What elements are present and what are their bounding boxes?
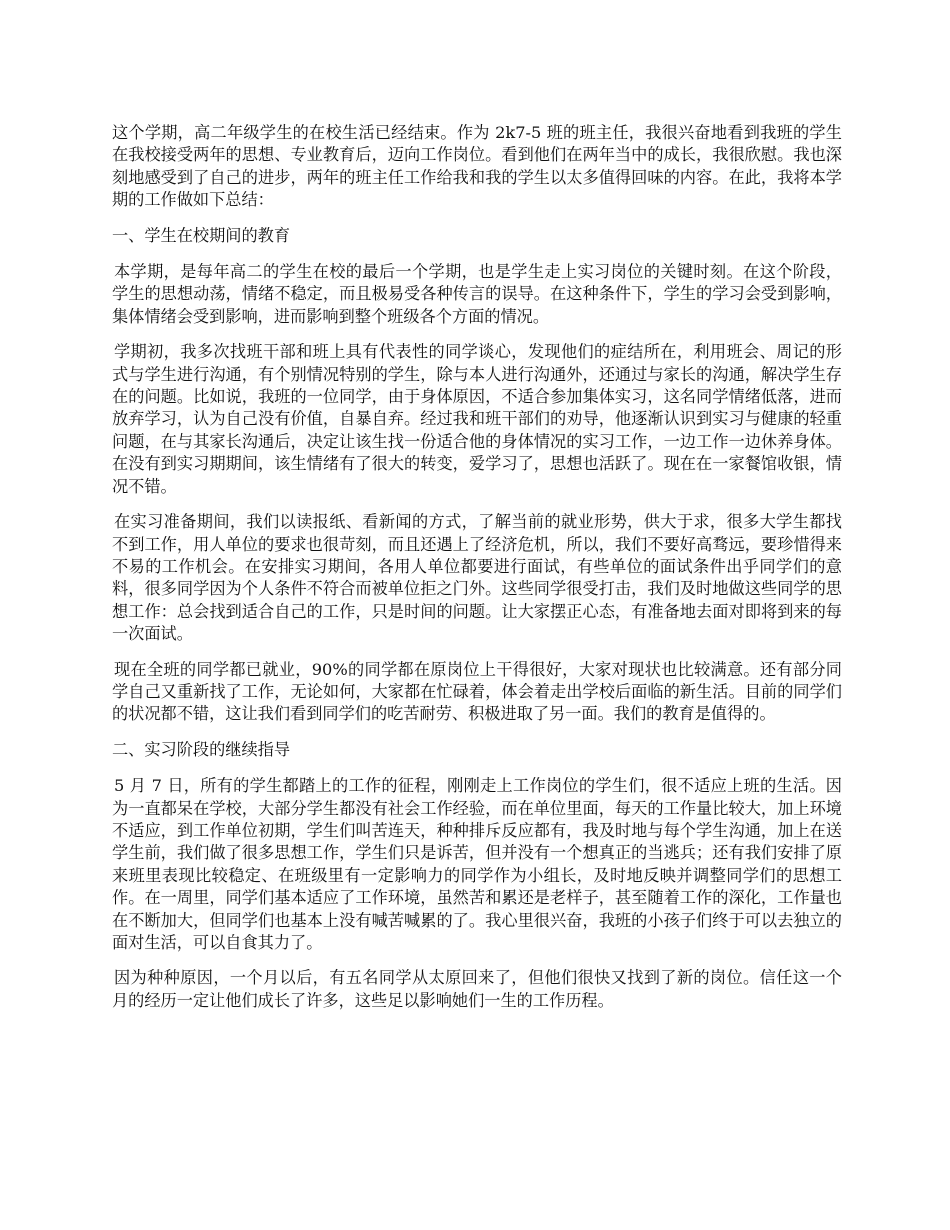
section2-paragraph-2: 因为种种原因，一个月以后，有五名同学从太原回来了，但他们很快又找到了新的岗位。信任这一个月的经历一定让他们成长了许多，这些足以影响她们一生的工作历程。 — [112, 968, 842, 1010]
intro-paragraph: 这个学期，高二年级学生的在校生活已经结束。作为 2k7-5 班的班主任，我很兴奋地看到我班的学生在我校接受两年的思想、专业教育后，迈向工作岗位。看到他们在两年当中的成长，我很欣慰。我也深刻地感受到了自己的进步，两年的班主任工作给我和我的学生以太多值得回味的内容。在此，我将本学期的工作做如下总结： — [112, 123, 842, 210]
section-heading-1: 一、学生在校期间的教育 — [112, 225, 291, 245]
section1-paragraph-4: 现在全班的同学都已就业，90%的同学都在原岗位上干得很好，大家对现状也比较满意。还有部分同学自己又重新找了工作，无论如何，大家都在忙碌着，体会着走出学校后面临的新生活。目前的同学们的状况都不错，这让我们看到同学们的吃苦耐劳、积极进取了另一面。我们的教育是值得的。 — [112, 659, 842, 724]
section1-paragraph-3: 在实习准备期间，我们以读报纸、看新闻的方式，了解当前的就业形势，供大于求，很多大学生都找不到工作，用人单位的要求也很苛刻，而且还遇上了经济危机，所以，我们不要好高骛远，要珍惜得来不易的工作机会。在安排实习期间，各用人单位都要进行面试，有些单位的面试条件出乎同学们的意料，很多同学因为个人条件不符合而被单位拒之门外。这些同学很受打击，我们及时地做这些同学的思想工作：总会找到适合自己的工作，只是时间的问题。让大家摆正心态，有准备地去面对即将到来的每一次面试。 — [112, 512, 842, 644]
section1-paragraph-2: 学期初，我多次找班干部和班上具有代表性的同学谈心，发现他们的症结所在，利用班会、周记的形式与学生进行沟通，有个别情况特别的学生，除与本人进行沟通外，还通过与家长的沟通，解决学生存在的问题。比如说，我班的一位同学，由于身体原因，不适合参加集体实习，这名同学情绪低落，进而放弃学习，认为自己没有价值，自暴自弃。经过我和班干部们的劝导，他逐渐认识到实习与健康的轻重问题，在与其家长沟通后，决定让该生找一份适合他的身体情况的实习工作，一边工作一边休养身体。在没有到实习期期间，该生情绪有了很大的转变，爱学习了，思想也活跃了。现在在一家餐馆收银，情况不错。 — [112, 342, 842, 496]
section1-paragraph-1: 本学期，是每年高二的学生在校的最后一个学期，也是学生走上实习岗位的关键时刻。在这个阶段，学生的思想动荡，情绪不稳定，而且极易受各种传言的误导。在这种条件下，学生的学习会受到影响，集体情绪会受到影响，进而影响到整个班级各个方面的情况。 — [112, 262, 842, 326]
section-heading-2: 二、实习阶段的继续指导 — [112, 739, 291, 759]
section2-paragraph-1: 5 月 7 日，所有的学生都踏上的工作的征程，刚刚走上工作岗位的学生们，很不适应上班的生活。因为一直都呆在学校，大部分学生都没有社会工作经验，而在单位里面，每天的工作量比较大，加上环境不适应，到工作单位初期，学生们叫苦连天，种种排斥反应都有，我及时地与每个学生沟通，加上在送学生前，我们做了很多思想工作，学生们只是诉苦，但并没有一个想真正的当逃兵；还有我们安排了原来班里表现比较稳定、在班级里有一定影响力的同学作为小组长，及时地反映并调整同学们的思想工作。在一周里，同学们基本适应了工作环境，虽然苦和累还是老样子，甚至随着工作的深化，工作量也在不断加大，但同学们也基本上没有喊苦喊累的了。我心里很兴奋，我班的小孩子们终于可以去独立的面对生活，可以自食其力了。 — [112, 776, 842, 952]
document-page — [112, 122, 842, 1025]
